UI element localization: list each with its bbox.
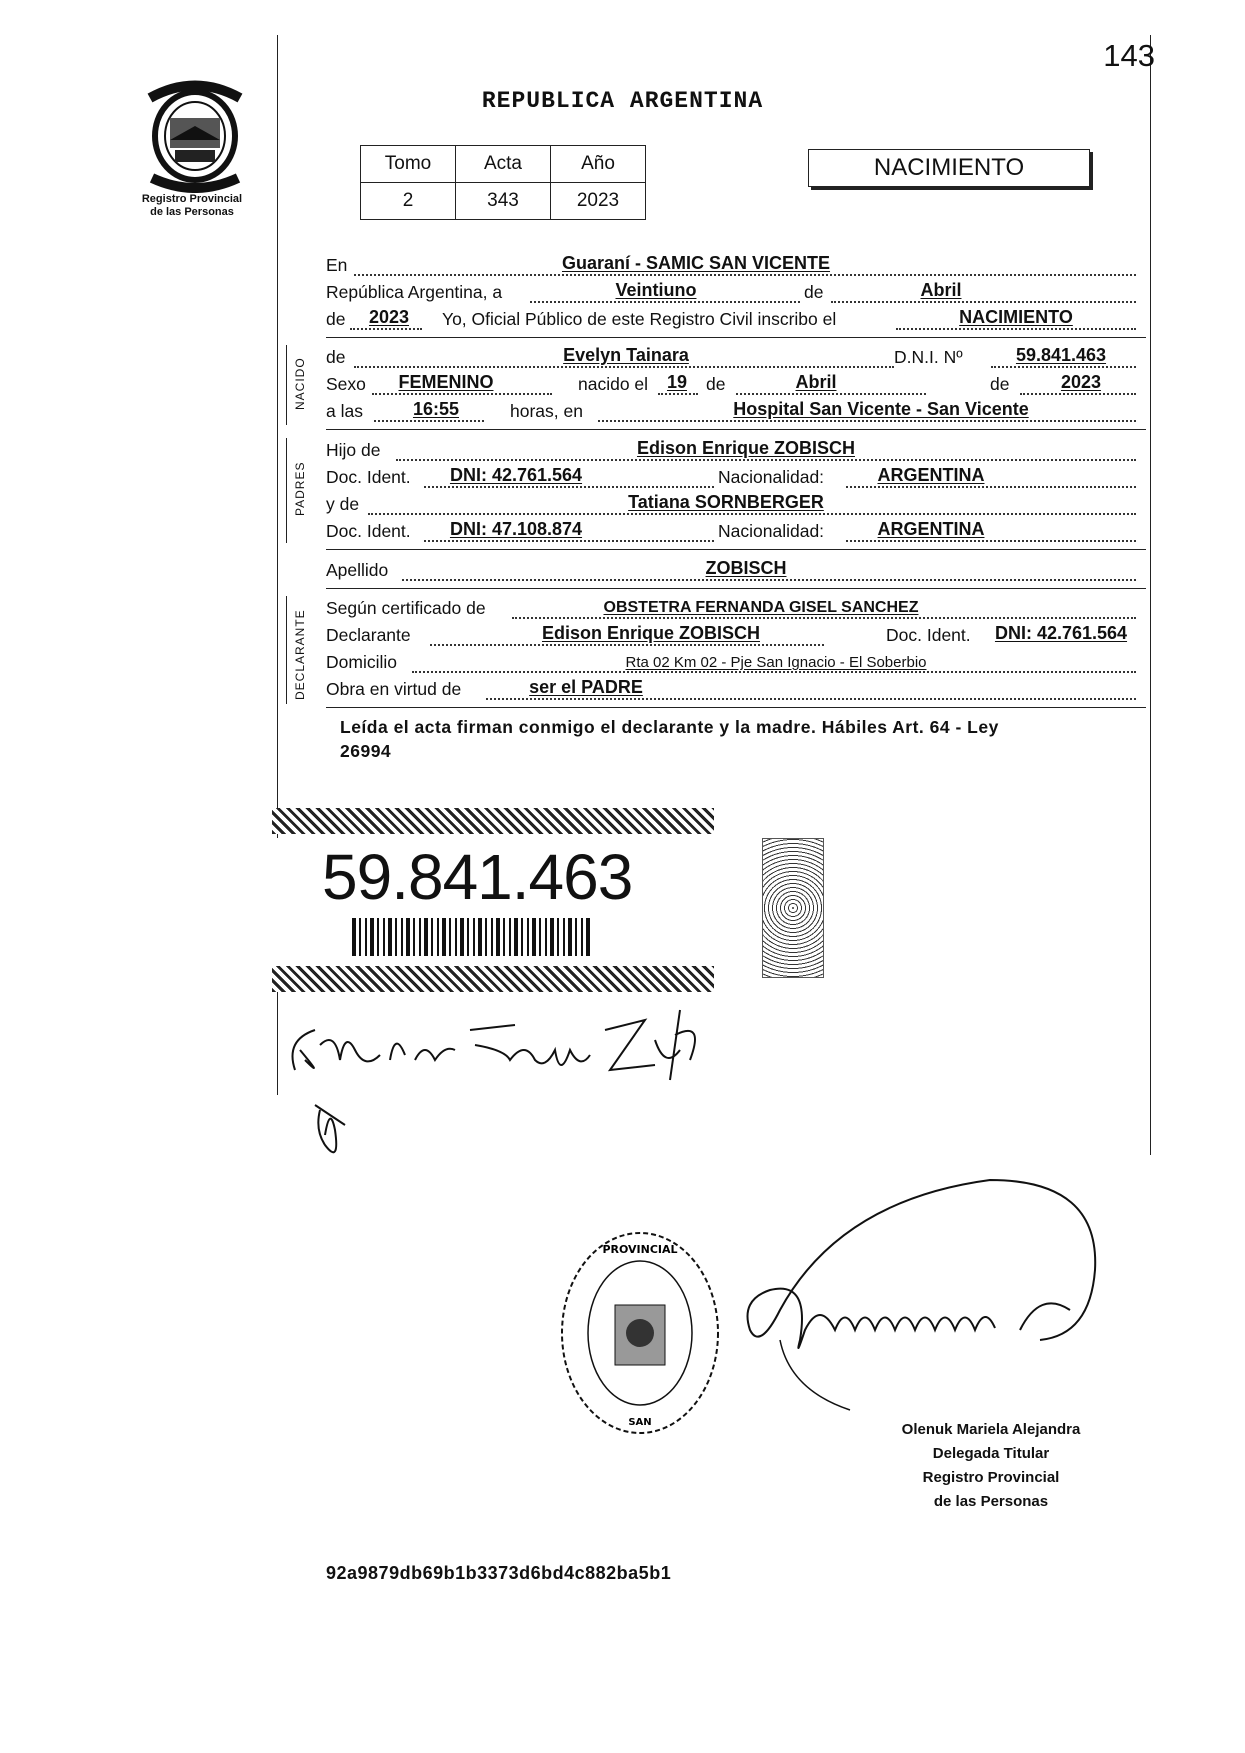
sexo-label: Sexo bbox=[326, 374, 366, 394]
official-name: Olenuk Mariela Alejandra bbox=[901, 1421, 1081, 1438]
security-band-bottom bbox=[272, 966, 714, 992]
padres-bracket bbox=[286, 438, 287, 543]
line-date bbox=[326, 280, 1146, 306]
inscribo-text: Yo, Oficial Público de este Registro Civil inscribo el bbox=[442, 309, 837, 329]
year-value: 2023 bbox=[368, 307, 410, 327]
dni-sticker-number: 59.841.463 bbox=[322, 841, 633, 913]
dni-barcode bbox=[352, 918, 592, 956]
separator-1 bbox=[326, 337, 1146, 338]
en-label: En bbox=[326, 255, 348, 275]
section-label-padres: PADRES bbox=[293, 461, 307, 516]
dni-sticker bbox=[272, 838, 714, 966]
closing-note bbox=[340, 715, 1160, 763]
line-apellido bbox=[326, 558, 1146, 584]
official-org-2: de las Personas bbox=[933, 1493, 1049, 1510]
declarante-doc: DNI: 42.761.564 bbox=[994, 623, 1128, 643]
registry-table bbox=[360, 145, 646, 220]
separator-2 bbox=[326, 429, 1146, 430]
de-name-label: de bbox=[326, 347, 346, 367]
nacido-el-label: nacido el bbox=[578, 374, 649, 394]
cert-value: OBSTETRA FERNANDA GISEL SANCHEZ bbox=[603, 599, 919, 616]
de-label: de bbox=[804, 282, 824, 302]
nacido-bracket bbox=[286, 345, 287, 425]
closing-line-2: 26994 bbox=[340, 741, 392, 761]
mother-name: Tatiana SORNBERGER bbox=[628, 492, 824, 512]
birth-time: 16:55 bbox=[412, 399, 460, 419]
document-hash: 92a9879db69b1b3373d6bd4c882ba5b1 bbox=[326, 1563, 672, 1583]
birth-year: 2023 bbox=[1060, 372, 1102, 392]
birth-place: Hospital San Vicente - San Vicente bbox=[733, 399, 1029, 419]
line-en bbox=[326, 253, 1146, 279]
year-label: de bbox=[326, 309, 346, 329]
line-domicilio bbox=[326, 650, 1146, 676]
mother-doc-label: Doc. Ident. bbox=[326, 521, 411, 541]
dni-label: D.N.I. Nº bbox=[894, 347, 963, 367]
declarante-bracket bbox=[286, 596, 287, 704]
domicilio-value: Rta 02 Km 02 - Pje San Ignacio - El Soberbio bbox=[625, 654, 927, 671]
horas-label: horas, en bbox=[510, 401, 583, 421]
declarante-label: Declarante bbox=[326, 625, 411, 645]
closing-line-1: Leída el acta firman conmigo el declarante y la madre. Hábiles Art. 64 - Ley bbox=[340, 717, 999, 737]
mother-nat-label: Nacionalidad: bbox=[718, 521, 825, 541]
de-label-2: de bbox=[706, 374, 726, 394]
line-declarante bbox=[326, 623, 1146, 649]
month-value: Abril bbox=[920, 280, 962, 300]
birth-day: 19 bbox=[666, 372, 688, 392]
father-doc: DNI: 42.761.564 bbox=[449, 465, 583, 485]
day-word: Veintiuno bbox=[615, 280, 697, 300]
cert-label: Según certificado de bbox=[326, 598, 486, 618]
separator-4 bbox=[326, 588, 1146, 589]
country-label: República Argentina, a bbox=[326, 282, 503, 302]
document-title: REPUBLICA ARGENTINA bbox=[481, 88, 764, 114]
sex-value: FEMENINO bbox=[398, 372, 494, 392]
obra-label: Obra en virtud de bbox=[326, 679, 462, 699]
separator-5 bbox=[326, 707, 1146, 708]
child-dni: 59.841.463 bbox=[1015, 345, 1107, 365]
father-nat-label: Nacionalidad: bbox=[718, 467, 825, 487]
official-org-1: Registro Provincial bbox=[922, 1469, 1060, 1486]
security-hologram bbox=[762, 838, 824, 978]
tomo-header: Tomo bbox=[361, 146, 456, 183]
apellido-label: Apellido bbox=[326, 560, 389, 580]
father-nationality: ARGENTINA bbox=[877, 465, 985, 485]
line-obra bbox=[326, 677, 1146, 703]
child-name: Evelyn Tainara bbox=[563, 345, 689, 365]
domicilio-label: Domicilio bbox=[326, 652, 397, 672]
line-father bbox=[326, 438, 1146, 464]
hijo-label: Hijo de bbox=[326, 440, 381, 460]
line-nacido-name bbox=[326, 345, 1146, 371]
anio-header: Año bbox=[551, 146, 646, 183]
right-margin-line bbox=[1150, 35, 1151, 1155]
svg-text:PROVINCIAL: PROVINCIAL bbox=[602, 1243, 678, 1256]
svg-text:SAN: SAN bbox=[628, 1417, 652, 1428]
tomo-value: 2 bbox=[361, 183, 456, 220]
anio-value: 2023 bbox=[551, 183, 646, 220]
page-number: 143 bbox=[1103, 38, 1155, 73]
official-signature bbox=[740, 1160, 1120, 1420]
de-label-3: de bbox=[990, 374, 1010, 394]
birth-month: Abril bbox=[795, 372, 837, 392]
separator-3 bbox=[326, 549, 1146, 550]
obra-value: ser el PADRE bbox=[529, 677, 643, 697]
section-label-declarante: DECLARANTE bbox=[293, 609, 307, 700]
mother-nationality: ARGENTINA bbox=[877, 519, 985, 539]
line-year bbox=[326, 307, 1146, 333]
registry-header-row bbox=[361, 146, 646, 183]
line-mother-doc bbox=[326, 519, 1146, 545]
acta-value: 343 bbox=[456, 183, 551, 220]
father-doc-label: Doc. Ident. bbox=[326, 467, 411, 487]
acta-header: Acta bbox=[456, 146, 551, 183]
mother-doc: DNI: 47.108.874 bbox=[449, 519, 583, 539]
line-nacido-sex bbox=[326, 372, 1146, 398]
apellido-value: ZOBISCH bbox=[705, 558, 787, 578]
official-signer-block bbox=[866, 1418, 1116, 1514]
line-father-doc bbox=[326, 465, 1146, 491]
line-mother bbox=[326, 492, 1146, 518]
official-seal bbox=[555, 1225, 725, 1440]
act-type-box: NACIMIENTO bbox=[808, 149, 1090, 187]
logo-caption: Registro Provincial de las Personas bbox=[141, 193, 243, 218]
yde-label: y de bbox=[326, 494, 360, 514]
declarante-doc-label: Doc. Ident. bbox=[886, 625, 971, 645]
section-label-nacido: NACIDO bbox=[293, 357, 307, 410]
declarant-signature bbox=[285, 990, 705, 1180]
declarante-name: Edison Enrique ZOBISCH bbox=[541, 623, 760, 643]
act-type-value: NACIMIENTO bbox=[959, 307, 1073, 327]
alas-label: a las bbox=[326, 401, 363, 421]
line-nacido-time bbox=[326, 399, 1146, 425]
father-name: Edison Enrique ZOBISCH bbox=[636, 438, 855, 458]
registry-value-row bbox=[361, 183, 646, 220]
line-cert bbox=[326, 596, 1146, 622]
official-role: Delegada Titular bbox=[932, 1445, 1050, 1462]
place-value: Guaraní - SAMIC SAN VICENTE bbox=[561, 253, 831, 273]
security-band-top bbox=[272, 808, 714, 834]
